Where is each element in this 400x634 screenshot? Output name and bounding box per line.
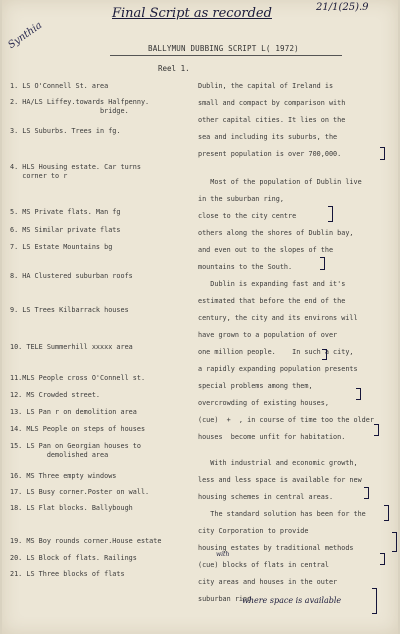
shot-entry: 9. LS Trees Kilbarrack houses	[10, 306, 129, 314]
narration-line: less and less space is available for new	[198, 476, 362, 484]
narration-line: overcrowding of existing houses,	[198, 399, 329, 407]
narration-line: other capital cities. It lies on the	[198, 116, 346, 124]
shot-entry: 17. LS Busy corner.Poster on wall.	[10, 488, 150, 496]
title-underline	[110, 55, 342, 56]
edit-bracket	[380, 553, 385, 565]
shot-entry: 2. HA/LS Liffey.towards Halfpenny. bridge.	[10, 98, 150, 115]
narration-line: mountains to the South.	[198, 263, 293, 271]
narration-line: small and compact by comparison with	[198, 99, 346, 107]
narration-line: others along the shores of Dublin bay,	[198, 229, 354, 237]
edit-bracket	[372, 588, 377, 614]
handwritten-note: where space is available	[242, 596, 342, 605]
shot-entry: 15. LS Pan on Georgian houses to demolished area	[10, 442, 141, 459]
shot-entry: 12. MS Crowded street.	[10, 391, 101, 399]
shot-entry: 13. LS Pan r on demolition area	[10, 408, 137, 416]
narration-line: The standard solution has been for the	[198, 510, 366, 518]
shot-entry: 6. MS Similar private flats	[10, 226, 121, 234]
shot-entry: 4. HLS Housing estate. Car turns corner to r	[10, 163, 141, 180]
edit-bracket	[392, 532, 397, 552]
edit-bracket	[380, 147, 385, 160]
shot-entry: 14. MLS People on steps of houses	[10, 425, 146, 433]
handwritten-insert: with	[216, 551, 230, 558]
narration-line: housing schemes in central areas.	[198, 493, 334, 501]
narration-line: city areas and houses in the outer	[198, 578, 338, 586]
shot-entry: 16. MS Three empty windows	[10, 472, 117, 480]
narration-line: suburban ring	[198, 595, 252, 603]
shot-entry: 21. LS Three blocks of flats	[10, 570, 125, 578]
edit-bracket	[384, 505, 389, 521]
shot-entry: 19. MS Boy rounds corner.House estate	[10, 537, 162, 545]
narration-line: in the suburban ring,	[198, 195, 284, 203]
narration-line: special problems among them,	[198, 382, 313, 390]
handwritten-title: Final Script as recorded	[112, 6, 272, 21]
shot-entry: 5. MS Private flats. Man fg	[10, 208, 121, 216]
shot-entry: 18. LS Flat blocks. Ballybough	[10, 504, 133, 512]
edit-bracket	[322, 349, 327, 360]
narration-line: close to the city centre	[198, 212, 297, 220]
shot-entry: 8. HA Clustered suburban roofs	[10, 272, 133, 280]
narration-line: (cue) blocks of flats in central	[198, 561, 329, 569]
narration-line: Most of the population of Dublin live	[198, 178, 362, 186]
reel-label: Reel 1.	[158, 64, 190, 73]
shot-entry: 3. LS Suburbs. Trees in fg.	[10, 127, 121, 135]
shot-entry: 20. LS Block of flats. Railings	[10, 554, 137, 562]
shot-entry: 7. LS Estate Mountains bg	[10, 243, 113, 251]
shot-entry: 11.MLS People cross O'Connell st.	[10, 374, 146, 382]
narration-line: housing estates by traditional methods	[198, 544, 354, 552]
narration-line: Dublin is expanding fast and it's	[198, 280, 346, 288]
narration-line: houses become unfit for habitation.	[198, 433, 346, 441]
narration-line: city Corporation to provide	[198, 527, 309, 535]
edit-bracket	[356, 388, 361, 400]
narration-line: one million people. In such a city,	[198, 348, 354, 356]
edit-bracket	[328, 206, 333, 222]
narration-line: sea and including its suburbs, the	[198, 133, 338, 141]
shot-entry: 1. LS O'Connell St. area	[10, 82, 109, 90]
narration-line: estimated that before the end of the	[198, 297, 346, 305]
narration-line: a rapidly expanding population presents	[198, 365, 358, 373]
shot-entry: 10. TELE Summerhill xxxxx area	[10, 343, 133, 351]
narration-line: (cue) + , in course of time too the older	[198, 416, 374, 424]
edit-bracket	[320, 257, 325, 270]
narration-line: present population is over 700,000.	[198, 150, 342, 158]
edit-bracket	[364, 487, 369, 499]
narration-line: and even out to the slopes of the	[198, 246, 334, 254]
narration-line: With industrial and economic growth,	[198, 459, 358, 467]
archive-reference: 21/1(25).9	[316, 2, 369, 13]
script-title: BALLYMUN DUBBING SCRIPT L( 1972)	[148, 44, 299, 53]
narration-line: have grown to a population of over	[198, 331, 338, 339]
narration-line: century, the city and its environs will	[198, 314, 358, 322]
edit-bracket	[374, 424, 379, 436]
signature: Synthia	[6, 19, 45, 52]
narration-line: Dublin, the capital of Ireland is	[198, 82, 334, 90]
